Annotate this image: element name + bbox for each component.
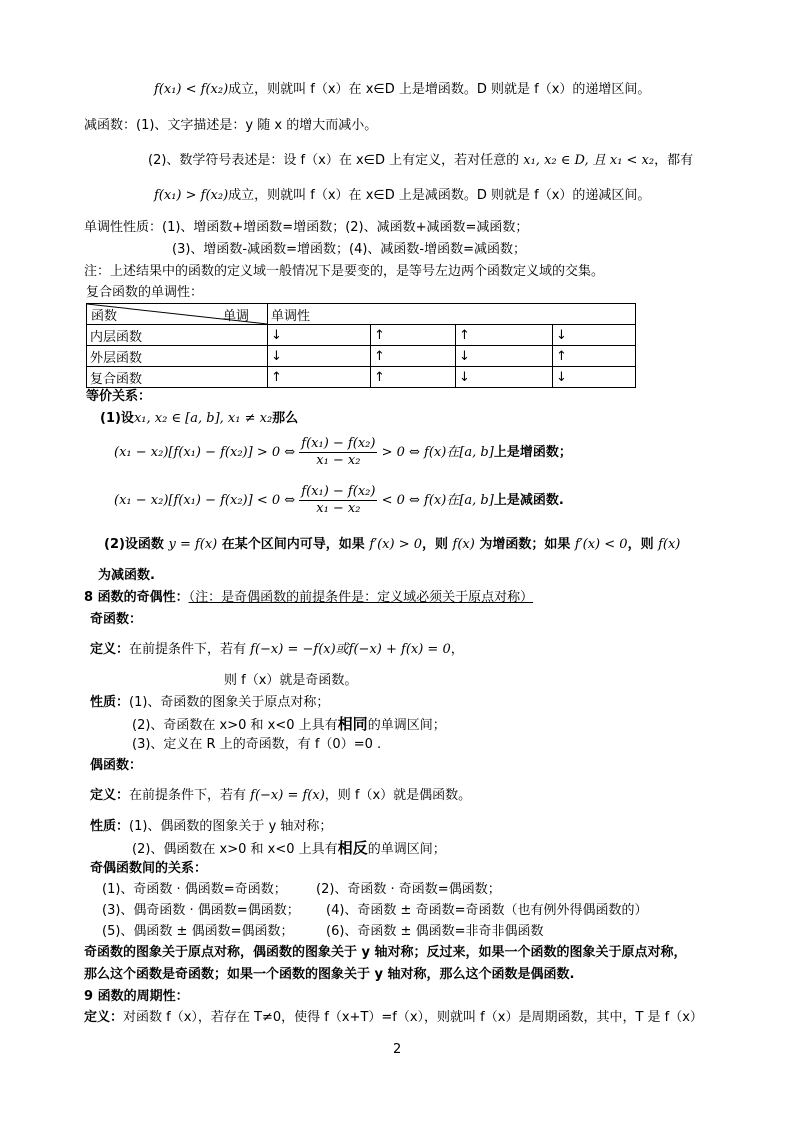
even-def-line [90, 788, 471, 804]
f1-mid: > 0 ⇔ f(x)在[a, b] [381, 445, 494, 460]
p2-a: (2)设函数 [104, 537, 169, 552]
equiv-formula-2 [114, 484, 564, 518]
even-prop-line-1 [90, 819, 332, 835]
arrow-cell: ↓ [268, 325, 371, 346]
rel-3b: (6)、奇函数 ± 偶函数=非奇非偶函数 [326, 924, 544, 939]
arrow-cell: ↑ [268, 367, 371, 388]
rel-3a: (5)、偶函数 ± 偶函数=偶函数； [102, 924, 294, 939]
p2-h: f′(x) < 0 [574, 537, 628, 552]
dec-def-tail: 成立，则就叫 f（x）在 x∈D 上是减函数。D 则就是 f（x）的递减区间。 [228, 188, 651, 203]
rel-2a: (3)、偶奇函数 · 偶函数=偶函数； [102, 903, 300, 918]
row-label: 外层函数 [87, 346, 268, 367]
rel-1a: (1)、奇函数 · 偶函数=奇函数； [102, 882, 287, 897]
f1-den: x₁ − x₂ [316, 453, 361, 468]
arrow-cell: ↑ [371, 346, 456, 367]
composite-title: 复合函数的单调性： [86, 285, 204, 300]
arrow-cell: ↓ [553, 325, 636, 346]
odd-prop-2b: 相同 [337, 715, 368, 733]
rel-1b: (2)、奇函数 · 奇函数=偶函数； [316, 882, 501, 897]
odd-def-math: f(−x) = −f(x)或f(−x) + f(x) = 0 [250, 642, 451, 657]
even-prop-2a: (2)、偶函数在 x>0 和 x<0 上具有 [132, 842, 338, 857]
period-title: 9 函数的周期性： [84, 989, 189, 1004]
even-def-tail: ，则 f（x）就是偶函数。 [324, 788, 472, 803]
equiv-p1 [100, 411, 298, 427]
header-left-top: 函数 [91, 309, 118, 324]
arrow-cell: ↑ [371, 325, 456, 346]
rel-title: 奇偶函数间的关系： [90, 861, 208, 876]
p2-k: 为减函数. [98, 568, 155, 583]
even-prop-line-2 [132, 840, 446, 858]
arrow-cell: ↓ [456, 367, 553, 388]
odd-prop-3: (3)、定义在 R 上的奇函数，有 f（0）=0 . [132, 737, 382, 752]
dec-def-end: ，都有 [654, 153, 694, 168]
even-prop-2b: 相反 [337, 839, 368, 857]
even-def-text: 在前提条件下，若有 [129, 788, 251, 803]
even-def-math: f(−x) = f(x) [250, 788, 325, 803]
page-number: 2 [393, 1042, 402, 1057]
dec-def-line [148, 153, 693, 169]
odd-def-label: 定义： [90, 642, 130, 657]
parity-title-note: （注：是奇偶函数的前提条件是：定义域必须关于原点对称） [188, 590, 534, 605]
arrow-cell: ↓ [553, 367, 636, 388]
equiv-p1-tail: 那么 [272, 411, 299, 426]
inc-inequality: f(x₁) < f(x₂) [154, 82, 229, 97]
even-prop-label: 性质： [90, 819, 130, 834]
odd-prop-label: 性质： [90, 695, 130, 710]
odd-prop-2a: (2)、奇函数在 x>0 和 x<0 上具有 [132, 718, 338, 733]
odd-def-end: ， [450, 642, 464, 657]
parity-title: 8 函数的奇偶性： [84, 590, 189, 605]
f1-tail: 上是增函数； [493, 445, 572, 460]
equiv-p1-head: (1)设 [100, 411, 134, 426]
f1-fraction [299, 436, 377, 469]
equiv-title: 等价关系： [86, 389, 152, 404]
dec-def-line-2 [154, 188, 650, 204]
composite-table [86, 303, 636, 388]
odd-prop-1: (1)、奇函数的图象关于原点对称； [129, 695, 330, 710]
table-row [87, 367, 636, 388]
odd-prop-2c: 的单调区间； [367, 718, 446, 733]
f1-left: (x₁ − x₂)[f(x₁) − f(x₂)] > 0 ⇔ [114, 445, 296, 460]
even-title: 偶函数： [90, 758, 143, 773]
p2-c: 在某个区间内可导，如果 [217, 537, 370, 552]
parity-title-line [84, 590, 533, 606]
row-label: 内层函数 [87, 325, 268, 346]
dec-def-cond: x₁, x₂ ∈ D, 且 x₁ < x₂ [523, 153, 655, 168]
note-line: 注：上述结果中的函数的定义域一般情况下是要变的，是等号左边两个函数定义域的交集。 [84, 264, 605, 279]
f2-num: f(x₁) − f(x₂) [301, 484, 376, 499]
p2-j: f(x) [658, 537, 681, 552]
arrow-cell: ↓ [456, 346, 553, 367]
arrow-cell: ↓ [268, 346, 371, 367]
p2-i: ，则 [627, 537, 659, 552]
odd-def-line [90, 642, 464, 658]
f2-den: x₁ − x₂ [316, 501, 361, 516]
row-label: 复合函数 [87, 367, 268, 388]
arrow-cell: ↑ [456, 325, 553, 346]
p2-b: y = f(x) [168, 537, 218, 552]
equiv-formula-1 [114, 436, 572, 470]
p2-f: f(x) [452, 537, 475, 552]
odd-prop-line-2 [132, 716, 446, 734]
f1-num: f(x₁) − f(x₂) [301, 436, 376, 451]
rel-2b: (4)、奇函数 ± 奇函数=奇函数（也有例外得偶函数的） [326, 903, 648, 918]
even-prop-2c: 的单调区间； [367, 842, 446, 857]
dec-def-head: (2)、数学符号表述是：设 f（x）在 x∈D 上有定义，若对任意的 [148, 153, 520, 168]
dec-inequality: f(x₁) > f(x₂) [154, 188, 229, 203]
period-def-label: 定义： [84, 1010, 124, 1025]
header-right: 单调性 [268, 304, 636, 325]
props-line-2: (3)、增函数-减函数=增函数；(4)、减函数-增函数=减函数； [172, 242, 526, 257]
period-def-line [84, 1010, 703, 1026]
odd-def-then: 则 f（x）就是奇函数。 [224, 673, 358, 688]
even-def-label: 定义： [90, 788, 130, 803]
summary-line-1: 奇函数的图象关于原点对称，偶函数的图象关于 y 轴对称；反过来，如果一个函数的图象关于原点对称， [84, 945, 687, 960]
table-row [87, 325, 636, 346]
odd-def-text: 在前提条件下，若有 [129, 642, 251, 657]
f2-left: (x₁ − x₂)[f(x₁) − f(x₂)] < 0 ⇔ [114, 493, 296, 508]
table-header-row [87, 304, 636, 325]
even-prop-1: (1)、偶函数的图象关于 y 轴对称； [129, 819, 333, 834]
inc-def-tail: 成立，则就叫 f（x）在 x∈D 上是增函数。D 则就是 f（x）的递增区间。 [228, 82, 651, 97]
table-row [87, 346, 636, 367]
summary-line-2: 那么这个函数是奇函数；如果一个函数的图象关于 y 轴对称，那么这个函数是偶函数. [84, 967, 575, 982]
inc-def-line [154, 82, 650, 98]
equiv-p2 [104, 537, 680, 553]
f2-fraction [299, 484, 377, 517]
arrow-cell: ↑ [371, 367, 456, 388]
p2-g: 为增函数；如果 [474, 537, 575, 552]
f2-tail: 上是减函数. [493, 493, 564, 508]
props-line-1: 单调性性质：(1)、增函数+增函数=增函数；(2)、减函数+减函数=减函数； [84, 220, 529, 235]
equiv-p1-cond: x₁, x₂ ∈ [a, b], x₁ ≠ x₂ [133, 411, 273, 426]
p2-d: f′(x) > 0 [369, 537, 422, 552]
dec-title: 减函数：(1)、文字描述是：y 随 x 的增大而减小。 [84, 118, 378, 133]
odd-title: 奇函数： [90, 612, 143, 627]
period-def-text: 对函数 f（x），若存在 T≠0，使得 f（x+T）=f（x），则就叫 f（x）是周期函数，其中，T 是 f（x） [123, 1010, 703, 1025]
arrow-cell: ↑ [553, 346, 636, 367]
table-header-diagonal-cell [87, 304, 268, 325]
odd-prop-line-1 [90, 695, 329, 711]
header-left-right: 单调 [223, 309, 250, 324]
p2-e: ，则 [422, 537, 453, 552]
f2-mid: < 0 ⇔ f(x)在[a, b] [381, 493, 494, 508]
